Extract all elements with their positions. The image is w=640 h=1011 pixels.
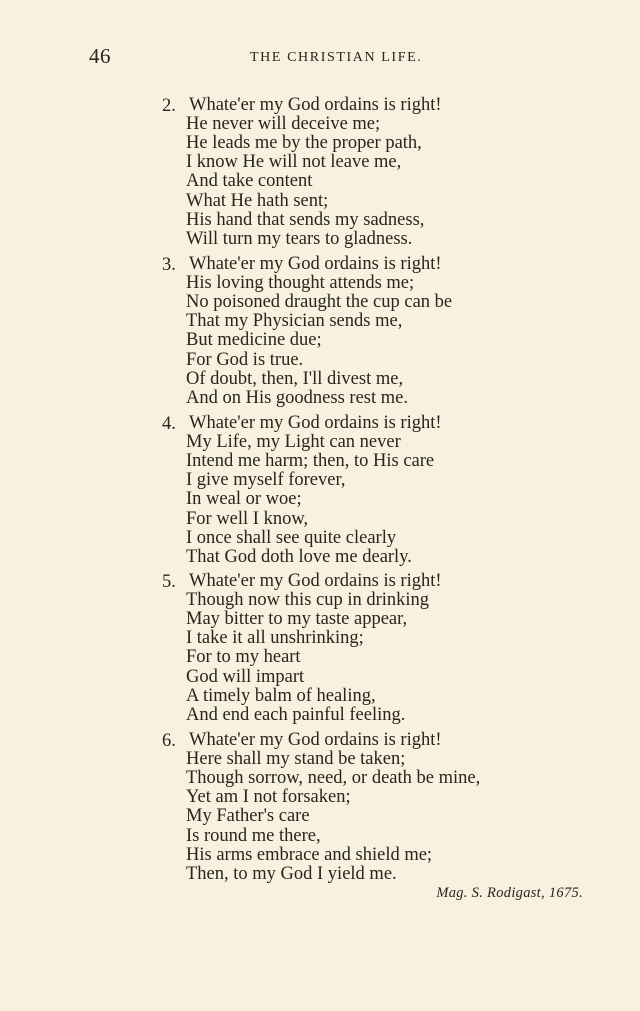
verse-line: Yet am I not forsaken; [186, 787, 351, 808]
verse-line: Intend me harm; then, to His care [186, 451, 435, 472]
verse-line: Whate'er my God ordains is right! [189, 413, 442, 433]
verse-line: Then, to my God I yield me. [186, 863, 397, 884]
verse-line: Is round me there, [186, 825, 321, 846]
verse-line: I know He will not leave me, [186, 152, 402, 173]
attribution: Mag. S. Rodigast, 1675. [436, 885, 583, 901]
verse-line: And take content [186, 171, 313, 192]
verse-line: For well I know, [186, 508, 309, 529]
verse-line: Here shall my stand be taken; [186, 749, 406, 770]
verse-line: Whate'er my God ordains is right! [189, 730, 442, 750]
verse-line: Whate'er my God ordains is right! [189, 254, 442, 274]
stanza-number: 2. [162, 96, 176, 116]
verse-line: A timely balm of healing, [186, 685, 376, 706]
page-number: 46 [89, 44, 111, 68]
stanza-number: 3. [162, 255, 176, 275]
verse-line: His loving thought attends me; [186, 273, 415, 294]
stanza-number: 5. [162, 572, 176, 592]
verse-line: I once shall see quite clearly [186, 527, 397, 548]
stanza-number: 6. [162, 731, 176, 751]
verse-line: Though sorrow, need, or death be mine, [186, 768, 481, 789]
verse-line: His hand that sends my sadness, [186, 209, 425, 230]
verse-line: God will impart [186, 666, 305, 687]
verse-line: Whate'er my God ordains is right! [189, 571, 442, 591]
verse-line: And end each painful feeling. [186, 704, 406, 725]
verse-line: For God is true. [186, 349, 304, 370]
verse-line: And on His goodness rest me. [186, 387, 408, 408]
verse-line: No poisoned draught the cup can be [186, 292, 453, 313]
verse-line: Of doubt, then, I'll divest me, [186, 368, 404, 389]
verse-line: Will turn my tears to gladness. [186, 228, 413, 249]
verse-line: I take it all unshrinking; [186, 628, 364, 649]
verse-line: That God doth love me dearly. [186, 546, 412, 567]
stanza-number: 4. [162, 414, 176, 434]
verse-line: For to my heart [186, 647, 301, 668]
verse-line: What He hath sent; [186, 190, 329, 211]
verse-line: But medicine due; [186, 330, 322, 351]
verse-line: He never will deceive me; [186, 114, 381, 135]
verse-line: My Life, my Light can never [186, 432, 401, 453]
verse-line: May bitter to my taste appear, [186, 609, 408, 630]
verse-line: Though now this cup in drinking [186, 590, 430, 611]
verse-line: My Father's care [186, 806, 310, 827]
verse-line: In weal or woe; [186, 489, 302, 510]
running-title: THE CHRISTIAN LIFE. [250, 50, 423, 65]
verse-line: His arms embrace and shield me; [186, 844, 433, 865]
verse-line: He leads me by the proper path, [186, 133, 422, 154]
verse-line: That my Physician sends me, [186, 311, 403, 332]
verse-line: I give myself forever, [186, 470, 346, 491]
verse-line: Whate'er my God ordains is right! [189, 95, 442, 115]
